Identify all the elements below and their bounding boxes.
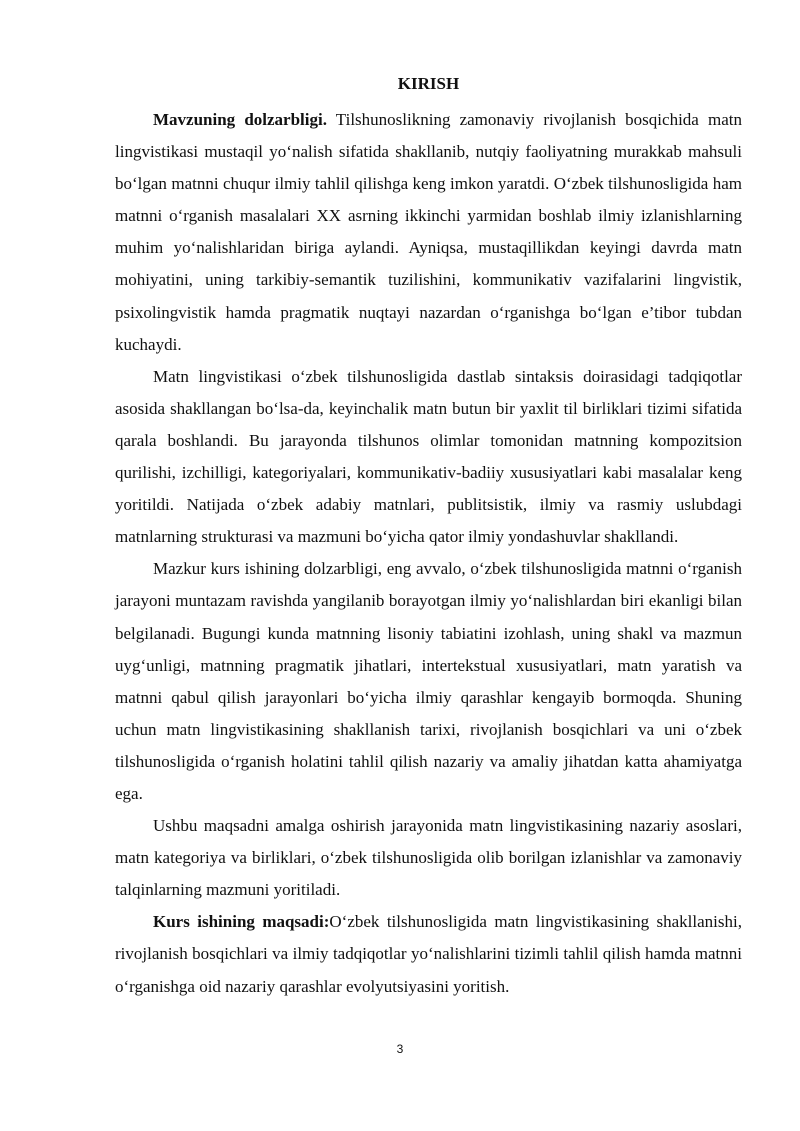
section-title: KIRISH bbox=[397, 74, 460, 93]
paragraph-text: Tilshunoslikning zamonaviy rivojlanish bosqichida matn lingvistikasi mustaqil yo‘nalish sifatida shakllanib, nutqiy faoliyatning murakkab mahsuli bo‘lgan matnni chuqur ilmiy tahlil qilishga keng imkon yaratdi. O‘zbek tilshunosligida ham matnni o‘rganish masalalari XX asrning ikkinchi yarmidan boshlab ilmiy izlanishlarning muhim yo‘nalishlaridan biriga aylandi. Ayniqsa, mustaqillikdan keyingi davrda matn mohiyatini, uning tarkibiy-semantik tuzilishini, kommunikativ vazifalarini lingvistik, psixolingvistik hamda pragmatik nuqtayi nazardan o‘rganishga bo‘lgan e’tibor tubdan kuchaydi. bbox=[115, 110, 742, 354]
paragraph-course-relevance bbox=[115, 553, 742, 810]
paragraph-text: O‘zbek tilshunosligida matn lingvistikasining shakllanishi, rivojlanish bosqichlari va ilmiy tadqiqotlar yo‘nalishlarini tizimli tahlil qilish hamda matnni o‘rganishga oid nazariy qarashlar evolyutsiyasini yoritish. bbox=[115, 912, 742, 996]
page-number: 3 bbox=[396, 1042, 404, 1056]
paragraph-text: Ushbu maqsadni amalga oshirish jarayonida matn lingvistikasining nazariy asoslari, matn kategoriya va birliklari, o‘zbek tilshunosligida olib borilgan izlanishlar va zamonaviy talqinlarning mazmuni yoritiladi. bbox=[115, 816, 742, 900]
paragraph-text: Matn lingvistikasi o‘zbek tilshunosligida dastlab sintaksis doirasidagi tadqiqotlar asosida shakllangan bo‘lsa-da, keyinchalik matn butun bir yaxlit til birliklari tizimi sifatida qarala boshlandi. Bu jarayonda tilshunos olimlar tomonidan matnning kompozitsion qurilishi, izchilligi, kategoriyalari, kommunikativ-badiiy xususiyatlari kabi masalalar keng yoritildi. Natijada o‘zbek adabiy matnlari, publitsistik, ilmiy va rasmiy uslubdagi matnlarning strukturasi va mazmuni bo‘yicha qator ilmiy yondashuvlar shakllandi. bbox=[115, 366, 742, 547]
paragraph-lead: Mavzuning dolzarbligi. bbox=[153, 110, 327, 129]
paragraph-implementation bbox=[115, 810, 742, 906]
paragraph-goal bbox=[115, 906, 742, 1002]
paragraph-text: Mazkur kurs ishining dolzarbligi, eng avvalo, o‘zbek tilshunosligida matnni o‘rganish jarayoni muntazam ravishda yangilanib borayotgan ilmiy yo‘nalishlardan biri ekanligi bilan belgilanadi. Bugungi kunda matnning lisoniy tabiatini izohlash, uning shakl va mazmun uyg‘unligi, matnning pragmatik jihatlari, intertekstual xususiyatlari, matn yaratish va matnni qabul qilish jarayonlari bo‘yicha ilmiy qarashlar kengayib bormoqda. Shuning uchun matn lingvistikasining shakllanish tarixi, rivojlanish bosqichlari va uni o‘zbek tilshunosligida o‘rganish holatini tahlil qilish nazariy va amaliy jihatdan katta ahamiyatga ega. bbox=[115, 559, 742, 803]
document-page bbox=[115, 72, 742, 1003]
paragraph-relevance bbox=[115, 104, 742, 361]
paragraph-lead: Kurs ishining maqsadi: bbox=[153, 912, 330, 932]
paragraph-text-linguistics bbox=[115, 361, 742, 554]
